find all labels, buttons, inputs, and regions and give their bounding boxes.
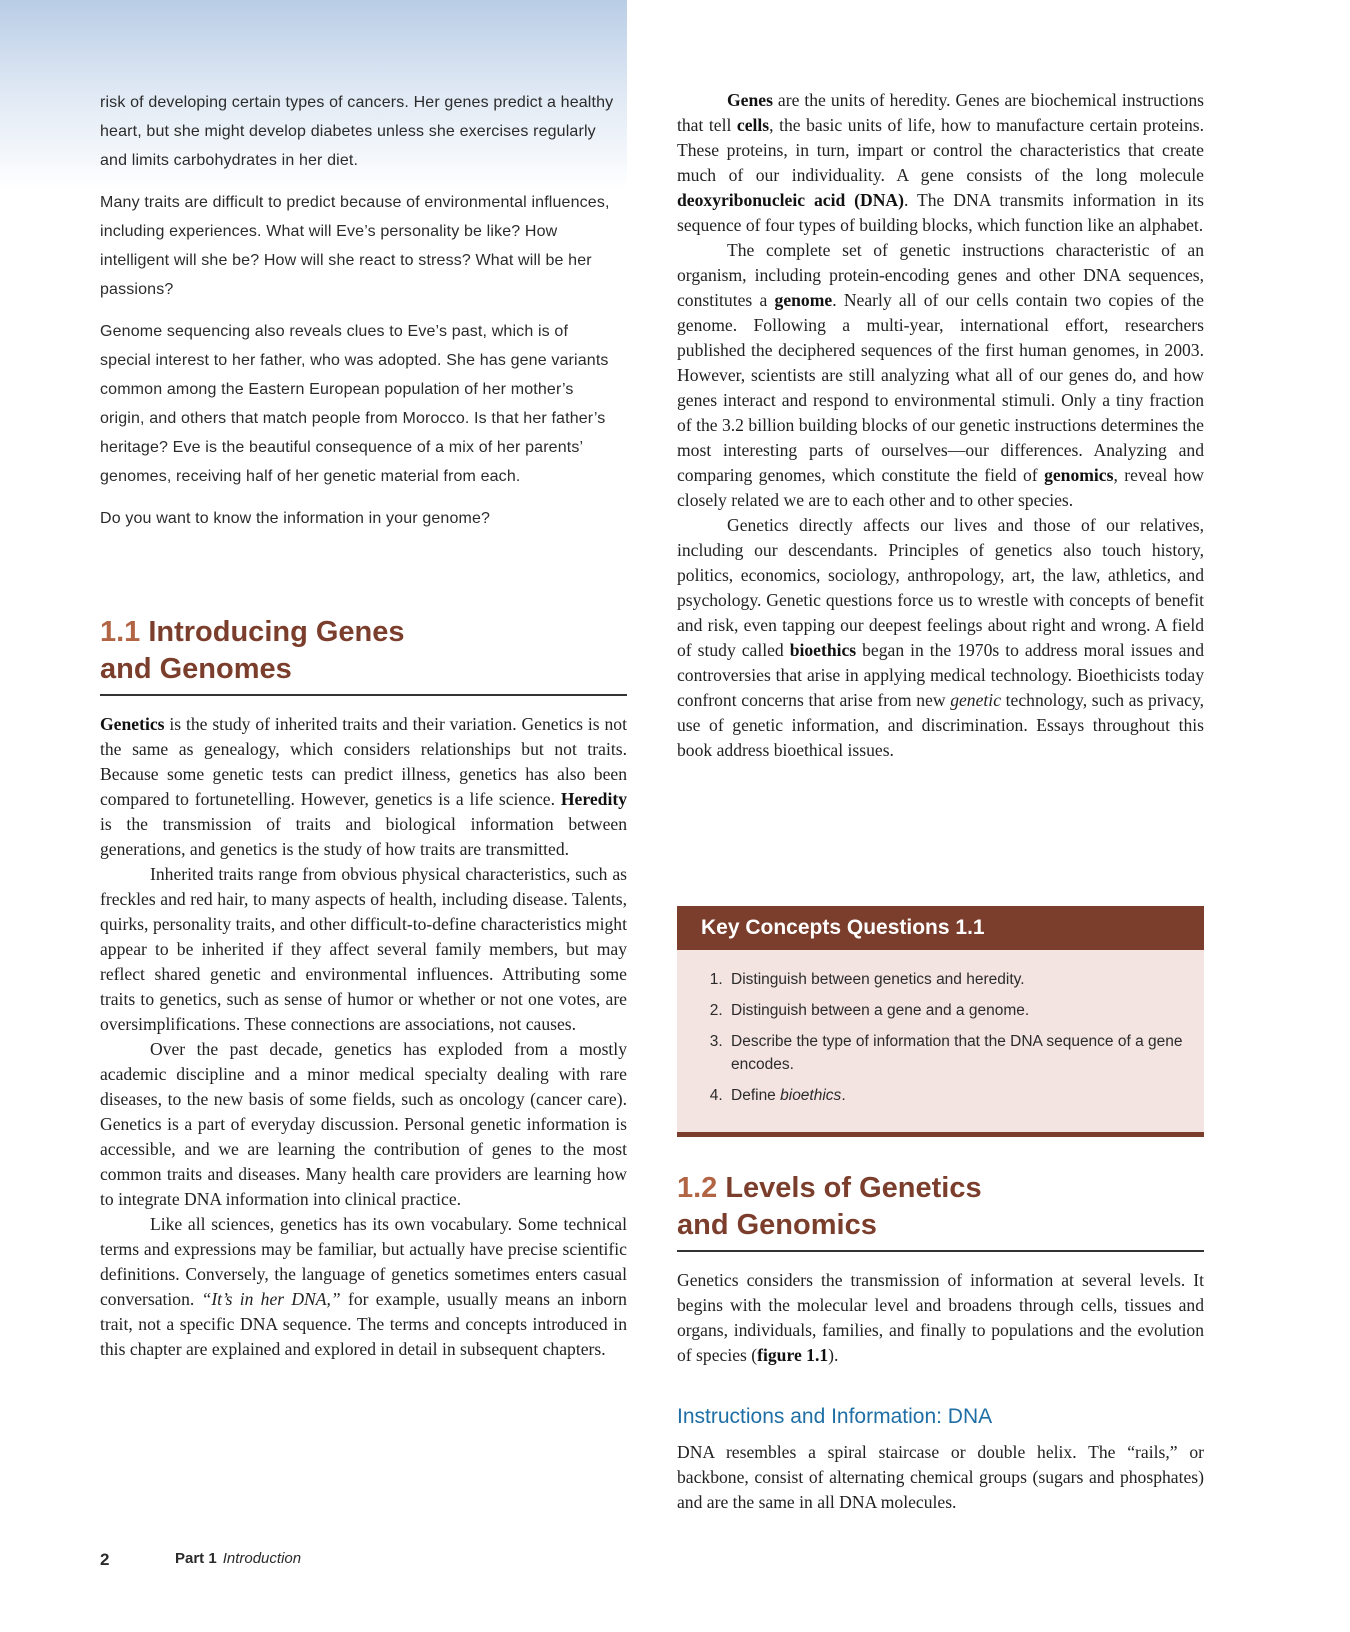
section-heading-1-1: [100, 614, 627, 696]
dna-paragraph: [677, 1440, 1204, 1515]
intro-text: [100, 88, 620, 546]
body-paragraph: Over the past decade, genetics has exploded from a mostly academic discipline and a minor medical specialty dealing with rare diseases, to the new basis of some fields, such as oncology (cancer care). Genetics is a part of everyday discussion. Personal genetic information is accessible, and we are learning the contribution of genes to the most common traits and diseases. Many health care providers are learning how to integrate DNA information into clinical practice.: [100, 1039, 627, 1209]
body-paragraph: Genes are the units of heredity. Genes are biochemical instructions that tell cells, the basic units of life, how to manufacture certain proteins. These proteins, in turn, impart or control the characteristics that create much of our individuality. A gene consists of the long molecule deoxyribonucleic acid (DNA). The DNA transmits information in its sequence of four types of building blocks, which function like an alphabet.: [677, 90, 1204, 235]
key-term: bioethics: [789, 640, 857, 660]
intro-paragraph: risk of developing certain types of cancers. Her genes predict a healthy heart, but she might develop diabetes unless she exercises regularly and limits carbohydrates in her diet.: [100, 94, 614, 169]
right-column-body: [677, 88, 1204, 763]
key-concepts-item: 1. Distinguish between genetics and heredity.: [727, 968, 1204, 991]
body-paragraph: Inherited traits range from obvious physical characteristics, such as freckles and red hair, to many aspects of health, including disease. Talents, quirks, personality traits, and other difficult-to-define characteristics might appear to be inherited if they affect several family members, but may reflect shared genetic and environmental influences. Attributing some traits to genetics, such as sense of humor or whether or not one votes, are oversimplifications. These connections are associations, not causes.: [100, 864, 627, 1034]
body-paragraph: Genetics is the study of inherited traits and their variation. Genetics is not the same as genealogy, which considers relationships but not traits. Because some genetic tests can predict illness, genetics has also been compared to fortunetelling. However, genetics is a life science. Heredity is the transmission of traits and biological information between generations, and genetics is the study of how traits are transmitted.: [100, 714, 627, 859]
key-concepts-box: [677, 906, 1204, 1137]
intro-question: Do you want to know the information in your genome?: [100, 510, 491, 527]
key-concepts-title: Key Concepts Questions 1.1: [677, 906, 1204, 950]
section-title-line1: Introducing Genes: [148, 616, 405, 648]
key-term: Genetics: [100, 714, 165, 734]
page-number: 2: [100, 1550, 110, 1569]
body-paragraph: DNA resembles a spiral staircase or double helix. The “rails,” or backbone, consist of alternating chemical groups (sugars and phosphates) and are the same in all DNA molecules.: [677, 1442, 1204, 1512]
left-column-body: [100, 712, 627, 1362]
part-name: Introduction: [222, 1550, 302, 1567]
section-title-line2: and Genomes: [100, 653, 292, 685]
section-number: 1.1: [100, 616, 141, 648]
section-heading-1-2: [677, 1170, 1204, 1252]
body-paragraph: Like all sciences, genetics has its own vocabulary. Some technical terms and expressions may be familiar, but actually have precise scientific definitions. Conversely, the language of genetics sometimes enters casual conversation. “It’s in her DNA,” for example, usually means an inborn trait, not a specific DNA sequence. The terms and concepts introduced in this chapter are explained and explored in detail in subsequent chapters.: [100, 1214, 627, 1359]
part-label: Part 1: [175, 1550, 217, 1567]
emphasis: genetic: [950, 690, 1001, 710]
levels-paragraph: [677, 1268, 1204, 1368]
key-concepts-list: [677, 968, 1204, 1107]
figure-reference: figure 1.1: [757, 1345, 829, 1365]
key-term: deoxyribonucleic acid (DNA): [677, 190, 904, 210]
intro-paragraph: Many traits are difficult to predict because of environmental influences, including experiences. What will Eve’s personality be like? How intelligent will she be? How will she react to stress? What will be her passions?: [100, 194, 610, 298]
section-number: 1.2: [677, 1172, 718, 1204]
section-title-line2: and Genomics: [677, 1209, 877, 1241]
body-paragraph: Genetics directly affects our lives and those of our relatives, including our descendants. Principles of genetics also touch history, politics, economics, sociology, anthropology, art, the law, athletics, and psychology. Genetic questions force us to wrestle with concepts of benefit and risk, even tapping our deepest feelings about right and wrong. A field of study called bioethics began in the 1970s to address moral issues and controversies that arise in applying medical technology. Bioethicists today confront concerns that arise from new genetic technology, such as privacy, use of genetic information, and discrimination. Essays throughout this book address bioethical issues.: [677, 515, 1204, 760]
section-title-line1: Levels of Genetics: [725, 1172, 982, 1204]
running-footer: [175, 1550, 301, 1567]
key-term: genome: [774, 290, 833, 310]
key-term: cells: [736, 115, 770, 135]
body-paragraph: The complete set of genetic instructions characteristic of an organism, including protein-encoding genes and other DNA sequences, constitutes a genome. Nearly all of our cells contain two copies of the genome. Following a multi-year, international effort, researchers published the deciphered sequences of the first human genomes, in 2003. However, scientists are still analyzing what all of our genes do, and how genes interact and respond to environmental stimuli. Only a tiny fraction of the 3.2 billion building blocks of our genetic instructions determines the most interesting parts of ourselves—our differences. Analyzing and comparing genomes, which constitute the field of genomics, reveal how closely related we are to each other and to other species.: [677, 240, 1205, 510]
quote: “It’s in her DNA,”: [201, 1289, 341, 1309]
body-paragraph: Genetics considers the transmission of information at several levels. It begins with the molecular level and broadens through cells, tissues and organs, individuals, families, and finally to populations and the evolution of species (figure 1.1).: [677, 1270, 1204, 1365]
subsection-heading: Instructions and Information: DNA: [677, 1405, 993, 1428]
key-concepts-item: 4. Define bioethics.: [727, 1084, 1204, 1107]
key-term: Heredity: [560, 789, 627, 809]
key-term: genomics: [1044, 465, 1114, 485]
key-concepts-item: 2. Distinguish between a gene and a genome.: [727, 999, 1204, 1022]
key-term: Genes: [727, 90, 773, 110]
key-concepts-item: 3. Describe the type of information that the DNA sequence of a gene encodes.: [727, 1030, 1204, 1076]
intro-paragraph: Genome sequencing also reveals clues to Eve’s past, which is of special interest to her father, who was adopted. She has gene variants common among the Eastern European population of her mother’s origin, and others that match people from Morocco. Is that her father’s heritage? Eve is the beautiful consequence of a mix of her parents’ genomes, receiving half of her genetic material from each.: [100, 323, 609, 485]
